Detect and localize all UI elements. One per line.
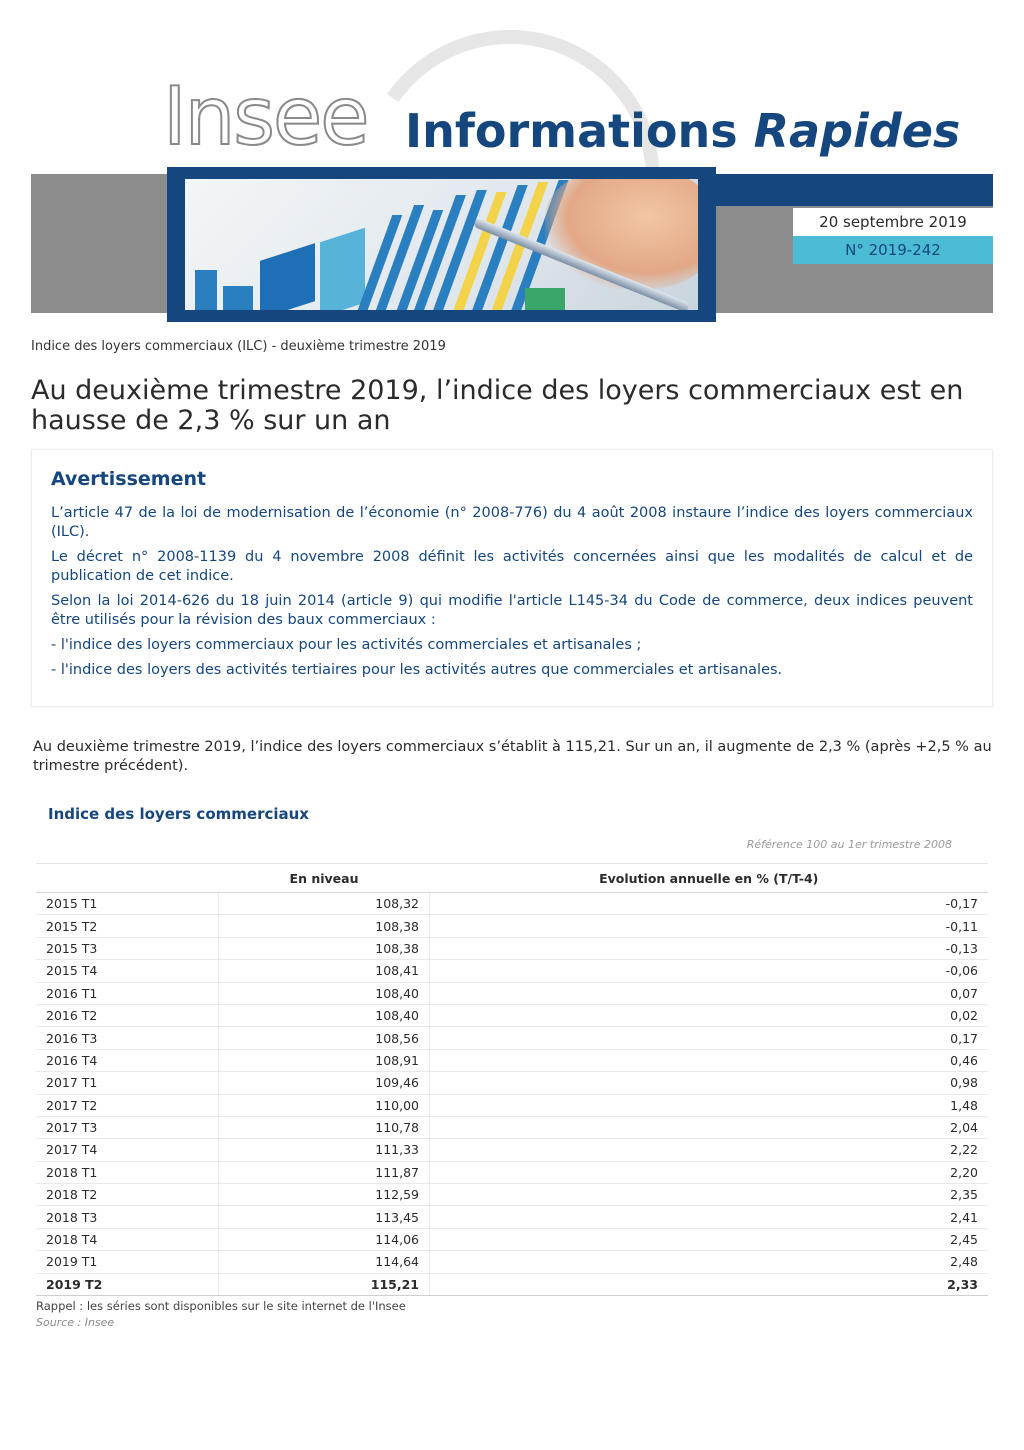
evolution-cell: 2,35	[430, 1184, 989, 1206]
period-cell: 2017 T3	[36, 1116, 219, 1138]
table-row	[36, 1184, 988, 1206]
level-cell: 108,56	[219, 1027, 430, 1049]
table-row	[36, 1228, 988, 1250]
period-cell: 2018 T4	[36, 1228, 219, 1250]
warning-paragraph: Selon la loi 2014-626 du 18 juin 2014 (article 9) qui modifie l'article L145-34 du Code de commerce, deux indices peuvent être utilisés pour la révision des baux commerciaux :	[51, 593, 973, 628]
publication-date: 20 septembre 2019	[793, 208, 993, 236]
table-source: Source : Insee	[36, 1316, 115, 1329]
period-cell: 2017 T1	[36, 1072, 219, 1094]
level-cell: 113,45	[219, 1206, 430, 1228]
level-cell: 108,40	[219, 1004, 430, 1026]
period-cell: 2015 T1	[36, 893, 219, 915]
navy-band	[700, 174, 993, 206]
table-row	[36, 982, 988, 1004]
table-row	[36, 1049, 988, 1071]
table-row	[36, 1273, 988, 1295]
table-row	[36, 1206, 988, 1228]
table-row	[36, 1027, 988, 1049]
chart-photo-image	[185, 179, 698, 310]
evolution-cell: 0,02	[430, 1004, 989, 1026]
evolution-cell: 2,20	[430, 1161, 989, 1183]
level-cell: 114,06	[219, 1228, 430, 1250]
level-cell: 108,38	[219, 937, 430, 959]
period-cell: 2017 T4	[36, 1139, 219, 1161]
evolution-cell: -0,06	[430, 960, 989, 982]
table-row	[36, 1116, 988, 1138]
level-cell: 110,00	[219, 1094, 430, 1116]
period-cell: 2018 T1	[36, 1161, 219, 1183]
evolution-cell: 0,46	[430, 1049, 989, 1071]
table-title: Indice des loyers commerciaux	[48, 805, 309, 823]
level-cell: 109,46	[219, 1072, 430, 1094]
period-cell: 2018 T3	[36, 1206, 219, 1228]
evolution-cell: 2,33	[430, 1273, 989, 1295]
level-cell: 114,64	[219, 1251, 430, 1273]
evolution-cell: 0,17	[430, 1027, 989, 1049]
table-reference: Référence 100 au 1er trimestre 2008	[746, 838, 952, 851]
column-header: Evolution annuelle en % (T/T-4)	[430, 864, 989, 893]
table-body	[36, 893, 988, 1296]
table-row	[36, 915, 988, 937]
level-cell: 111,87	[219, 1161, 430, 1183]
table-row	[36, 1161, 988, 1183]
period-cell: 2018 T2	[36, 1184, 219, 1206]
title-part2: Rapides	[753, 104, 961, 158]
table-row	[36, 893, 988, 915]
level-cell: 111,33	[219, 1139, 430, 1161]
warning-box	[31, 449, 993, 707]
level-cell: 108,41	[219, 960, 430, 982]
insee-logo: Insee	[163, 70, 368, 163]
level-cell: 112,59	[219, 1184, 430, 1206]
evolution-cell: 2,41	[430, 1206, 989, 1228]
table-header-row	[36, 864, 988, 893]
period-cell: 2017 T2	[36, 1094, 219, 1116]
evolution-cell: 2,45	[430, 1228, 989, 1250]
level-cell: 108,40	[219, 982, 430, 1004]
column-header: En niveau	[219, 864, 430, 893]
period-cell: 2015 T2	[36, 915, 219, 937]
evolution-cell: -0,11	[430, 915, 989, 937]
evolution-cell: -0,13	[430, 937, 989, 959]
page-title: Au deuxième trimestre 2019, l’indice des loyers commerciaux est en hausse de 2,3 % sur un an	[31, 375, 964, 436]
publication-number: N° 2019-242	[793, 236, 993, 264]
table-row	[36, 1139, 988, 1161]
title-part1: Informations	[405, 104, 738, 158]
warning-paragraph: L’article 47 de la loi de modernisation de l’économie (n° 2008-776) du 4 août 2008 instaure l’indice des loyers commerciaux (ILC).	[51, 505, 973, 540]
table-row	[36, 1004, 988, 1026]
header-photo-frame	[167, 167, 716, 322]
breadcrumb: Indice des loyers commerciaux (ILC) - deuxième trimestre 2019	[31, 339, 446, 354]
evolution-cell: 0,07	[430, 982, 989, 1004]
period-cell: 2016 T4	[36, 1049, 219, 1071]
level-cell: 110,78	[219, 1116, 430, 1138]
hand-shape	[545, 179, 698, 289]
period-cell: 2015 T3	[36, 937, 219, 959]
level-cell: 115,21	[219, 1273, 430, 1295]
level-cell: 108,91	[219, 1049, 430, 1071]
evolution-cell: 2,04	[430, 1116, 989, 1138]
header	[0, 0, 1024, 330]
warning-title: Avertissement	[51, 468, 207, 490]
table-row	[36, 1072, 988, 1094]
warning-list-item: - l'indice des loyers des activités tertiaires pour les activités autres que commerciales et artisanales.	[51, 662, 783, 678]
evolution-cell: 1,48	[430, 1094, 989, 1116]
evolution-cell: 2,48	[430, 1251, 989, 1273]
evolution-cell: 2,22	[430, 1139, 989, 1161]
data-table	[36, 863, 988, 1296]
column-header	[36, 864, 219, 893]
publication-title	[405, 103, 960, 159]
level-cell: 108,32	[219, 893, 430, 915]
intro-paragraph: Au deuxième trimestre 2019, l’indice des loyers commerciaux s’établit à 115,21. Sur un an, il augmente de 2,3 % (après +2,5 % au trimestre précédent).	[33, 739, 992, 774]
table-row	[36, 1094, 988, 1116]
evolution-cell: 0,98	[430, 1072, 989, 1094]
period-cell: 2015 T4	[36, 960, 219, 982]
table-row	[36, 937, 988, 959]
period-cell: 2019 T1	[36, 1251, 219, 1273]
period-cell: 2016 T2	[36, 1004, 219, 1026]
period-cell: 2016 T3	[36, 1027, 219, 1049]
warning-paragraph: Le décret n° 2008-1139 du 4 novembre 2008 définit les activités concernées ainsi que les modalités de calcul et de publication de cet indice.	[51, 549, 973, 584]
period-cell: 2019 T2	[36, 1273, 219, 1295]
level-cell: 108,38	[219, 915, 430, 937]
table-row	[36, 1251, 988, 1273]
evolution-cell: -0,17	[430, 893, 989, 915]
warning-list-item: - l'indice des loyers commerciaux pour les activités commerciales et artisanales ;	[51, 637, 642, 653]
table-row	[36, 960, 988, 982]
table-note: Rappel : les séries sont disponibles sur le site internet de l'Insee	[36, 1299, 406, 1313]
period-cell: 2016 T1	[36, 982, 219, 1004]
